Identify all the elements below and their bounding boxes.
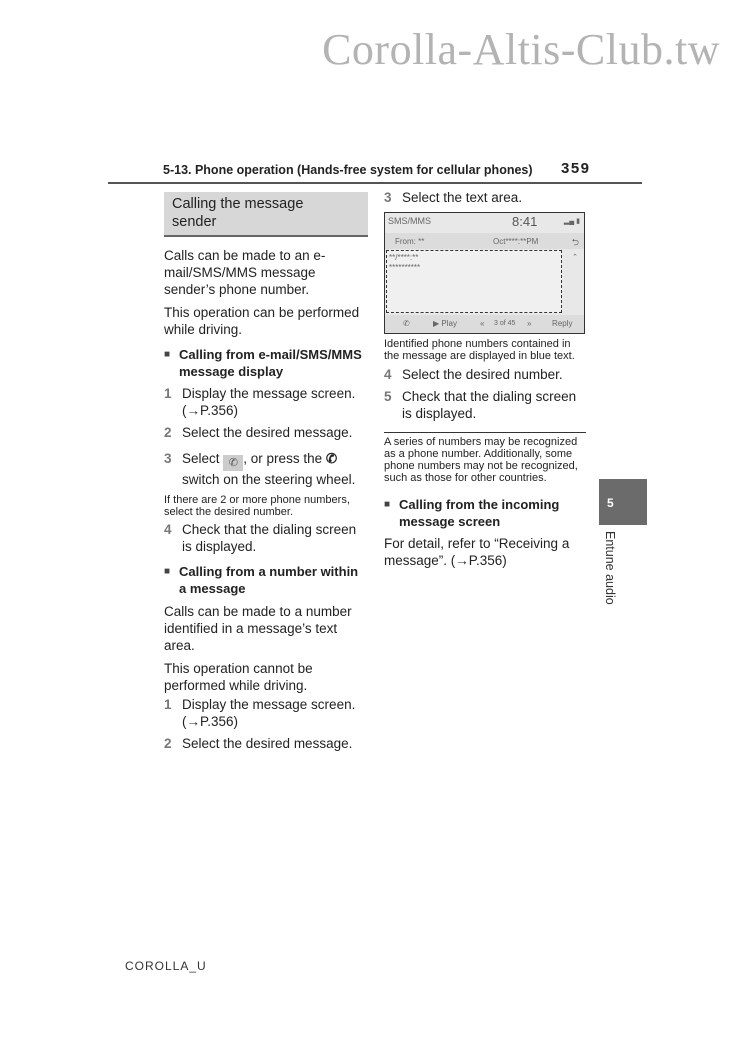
chapter-tab: 5 <box>599 479 647 525</box>
screen-from: From: ** <box>395 237 425 246</box>
paragraph: This operation cannot be performed while driving. <box>164 661 313 693</box>
step: 4 Select the desired number. <box>384 367 563 382</box>
note-divider <box>384 432 586 433</box>
next-icon: » <box>527 319 532 328</box>
reply-button-label: Reply <box>552 319 573 328</box>
page-number: 359 <box>561 160 591 177</box>
screen-clock: 8:41 <box>512 214 538 229</box>
step: 4 Check that the dialing screen is displayed. <box>164 522 357 554</box>
step: 1 Display the message screen. (→P.356) <box>164 386 356 418</box>
message-count: 3 of 45 <box>494 320 516 327</box>
step: 1 Display the message screen. (→P.356) <box>164 697 356 729</box>
subheading-incoming-message: ■ Calling from the incoming message screen <box>384 496 586 530</box>
right-column <box>384 189 586 569</box>
note: A series of numbers may be recognized as a phone number. Additionally, some phone numbers may not be recognized, such as those for other countries. <box>384 436 578 484</box>
intro-paragraph-2: This operation can be performed while driving. <box>164 305 360 337</box>
step: 5 Check that the dialing screen is displayed. <box>384 389 577 421</box>
screen-date: Oct****:**PM <box>493 237 539 246</box>
figure-caption: Identified phone numbers contained in the message are displayed in blue text. <box>384 338 575 362</box>
screen-title: SMS/MMS <box>388 216 432 226</box>
steering-phone-switch-icon: ✆ <box>325 451 338 466</box>
step: 2 Select the desired message. <box>164 425 353 440</box>
message-text-line: ********** <box>389 263 421 272</box>
section-heading: Calling the message sender <box>164 192 368 237</box>
signal-icon: ▂▄ ▮ <box>563 218 580 225</box>
back-icon: ⮌ <box>571 237 579 247</box>
message-text-line: **/****:** <box>389 253 419 262</box>
screen-footer-bar <box>385 315 584 333</box>
play-button-label: ▶ Play <box>433 319 457 328</box>
call-icon: ✆ <box>403 319 410 328</box>
intro-paragraph: Calls can be made to an e-mail/SMS/MMS message sender’s phone number. <box>164 248 326 297</box>
scroll-up-icon: ⌃ <box>572 254 578 261</box>
paragraph: Calls can be made to a number identified in a message’s text area. <box>164 604 352 653</box>
subheading-number-in-message: ■ Calling from a number within a message <box>164 563 368 597</box>
note: If there are 2 or more phone numbers, select the desired number. <box>164 494 350 518</box>
chapter-title: 5-13. Phone operation (Hands-free system for cellular phones) <box>163 163 533 177</box>
step: 2 Select the desired message. <box>164 736 353 751</box>
phone-button-icon: ✆ <box>223 455 243 471</box>
header-rule <box>108 182 642 184</box>
message-screen-illustration <box>384 212 585 334</box>
left-column <box>164 192 368 752</box>
step: 3 Select ✆ , or press the ✆ switch on the steering wheel. <box>164 451 356 487</box>
step: 3 Select the text area. <box>384 190 523 205</box>
watermark: Corolla-Altis-Club.tw <box>322 25 720 74</box>
prev-icon: « <box>480 319 485 328</box>
paragraph: For detail, refer to “Receiving a message”. (→P.356) <box>384 536 570 568</box>
footer-code: COROLLA_U <box>125 959 207 973</box>
chapter-side-label: Entune audio <box>603 531 617 605</box>
subheading-message-display: ■ Calling from e-mail/SMS/MMS message display <box>164 346 368 380</box>
